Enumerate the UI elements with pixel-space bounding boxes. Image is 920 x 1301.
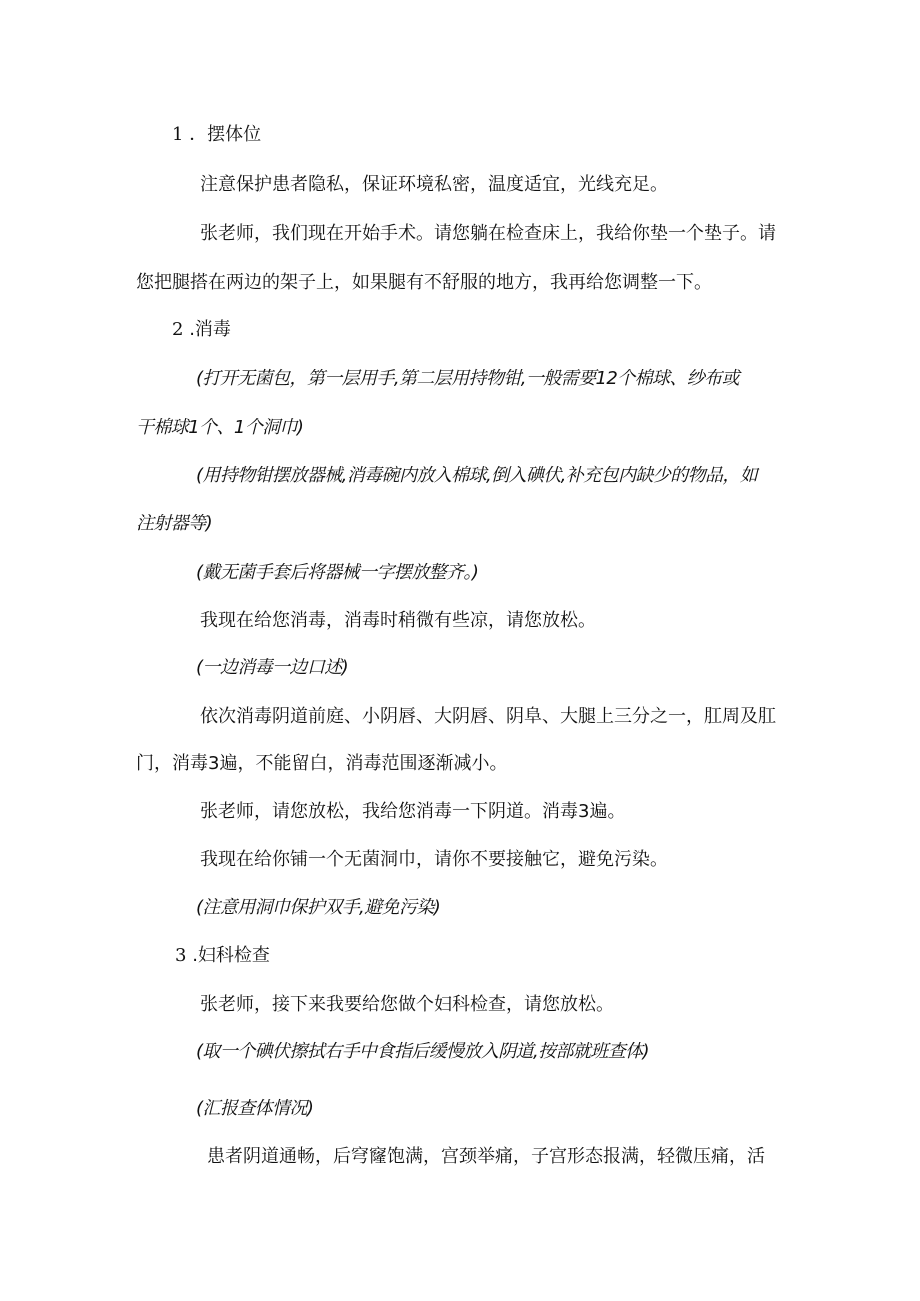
italic-note: (汇报查体情况)	[196, 1098, 314, 1119]
paragraph: 我现在给你铺一个无菌洞巾，请你不要接触它，避免污染。	[200, 849, 668, 870]
paragraph: 张老师，请您放松，我给您消毒一下阴道。消毒3遍。	[200, 801, 626, 822]
paragraph: 您把腿搭在两边的架子上，如果腿有不舒服的地方，我再给您调整一下。	[136, 272, 712, 293]
paragraph: 依次消毒阴道前庭、小阴唇、大阴唇、阴阜、大腿上三分之一，肛周及肛	[200, 706, 776, 727]
italic-note: (戴无菌手套后将器械一字摆放整齐。)	[196, 562, 479, 583]
section-heading-2	[172, 318, 231, 342]
section-title: .消毒	[189, 319, 231, 340]
italic-note: (打开无菌包，第一层用手,第二层用持物钳,一般需要12个棉球、纱布或	[196, 368, 739, 389]
paragraph: 张老师，我们现在开始手术。请您躺在检查床上，我给你垫一个垫子。请	[200, 223, 776, 244]
section-title: .妇科检查	[192, 945, 270, 966]
italic-note: (取一个碘伏擦拭右手中食指后缓慢放入阴道,按部就班查体)	[196, 1041, 649, 1062]
section-number: 1	[172, 124, 184, 145]
paragraph: 张老师，接下来我要给您做个妇科检查，请您放松。	[200, 994, 614, 1015]
italic-note: 干棉球1个、1个洞巾)	[136, 417, 304, 438]
italic-note: (注意用洞巾保护双手,避免污染)	[196, 897, 441, 918]
section-number: 2	[172, 319, 184, 340]
paragraph: 注意保护患者隐私，保证环境私密，温度适宜，光线充足。	[200, 174, 668, 195]
section-title: ．摆体位	[189, 124, 262, 145]
section-number: 3	[175, 945, 187, 966]
italic-note: (用持物钳摆放器械,消毒碗内放入棉球,倒入碘伏,补充包内缺少的物品，如	[196, 465, 758, 486]
section-heading-3	[175, 944, 270, 968]
section-heading-1	[172, 123, 261, 147]
italic-note: (一边消毒一边口述)	[196, 657, 349, 678]
paragraph: 患者阴道通畅，后穹窿饱满，宫颈举痛，子宫形态报满，轻微压痛，活	[207, 1146, 765, 1167]
paragraph: 门，消毒3遍，不能留白，消毒范围逐渐减小。	[136, 753, 508, 774]
italic-note: 注射器等)	[136, 513, 213, 534]
paragraph: 我现在给您消毒，消毒时稍微有些凉，请您放松。	[200, 610, 596, 631]
